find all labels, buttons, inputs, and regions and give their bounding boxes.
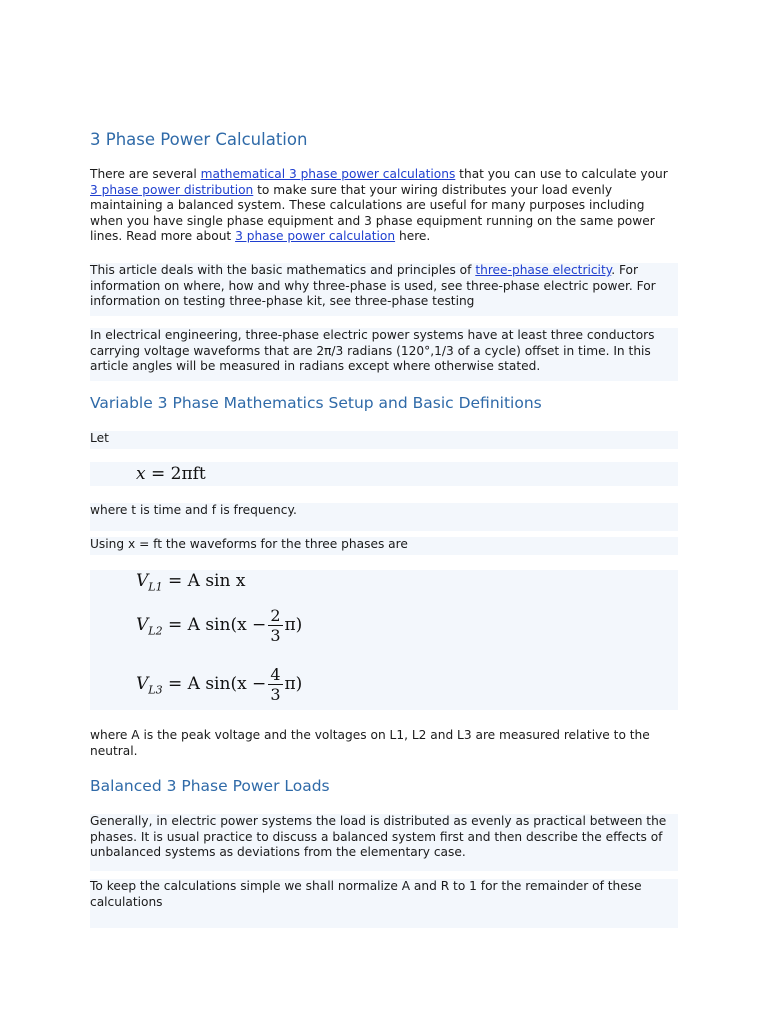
vl1-rhs: = A sin x xyxy=(168,571,246,591)
vl3-subscript: L3 xyxy=(148,683,163,697)
section-title: 3 Phase Power Calculation xyxy=(90,130,308,149)
vl2-numerator: 2 xyxy=(270,606,281,625)
article-paragraph xyxy=(90,263,678,316)
generally-paragraph: Generally, in electric power systems the load is distributed as evenly as practical between the phases. It is usual practice to discuss a balanced system first and then describe the effects of unbalanced systems as deviations from the elementary case. xyxy=(90,814,678,871)
vl2-denominator: 3 xyxy=(270,626,281,645)
intro-text: here. xyxy=(395,229,431,244)
section-title: Balanced 3 Phase Power Loads xyxy=(90,777,330,795)
where-a-text: where A is the peak voltage and the voltages on L1, L2 and L3 are measured relative to the neutral. xyxy=(90,728,650,758)
vl3-rhs: = A sin(x − xyxy=(168,674,267,694)
vl3-symbol: V xyxy=(136,674,149,694)
link-three-phase-electricity[interactable]: three-phase electricity xyxy=(475,263,612,277)
vl3-denominator: 3 xyxy=(270,685,281,704)
vl1-symbol: V xyxy=(136,571,149,591)
vl3-numerator: 4 xyxy=(270,665,281,684)
article-text: . For information on where, how and why three-phase is used, see three-phase electric power. For information on testing three-phase kit, see three-phase testing xyxy=(90,263,656,309)
link-power-calculation[interactable]: 3 phase power calculation xyxy=(235,229,396,244)
vl2-symbol: V xyxy=(136,615,149,635)
normalize-paragraph: To keep the calculations simple we shall normalize A and R to 1 for the remainder of these calculations xyxy=(90,879,678,928)
vl3-end: π) xyxy=(284,674,303,694)
vl2-fraction xyxy=(268,606,282,645)
equation-x xyxy=(136,464,206,484)
equation-vl3 xyxy=(136,665,302,704)
engineering-paragraph: In electrical engineering, three-phase electric power systems have at least three conductors carrying voltage waveforms that are 2π/3 radians (120°,1/3 of a cycle) offset in time. In this article angles will be measured in radians except where otherwise stated. xyxy=(90,328,678,381)
using-text: Using x = ft the waveforms for the three phases are xyxy=(90,537,678,555)
where-t-text: where t is time and f is frequency. xyxy=(90,503,678,531)
intro-text: There are several xyxy=(90,167,201,181)
equation-x-rhs: = 2πft xyxy=(151,464,206,484)
vl2-end: π) xyxy=(284,615,303,635)
intro-text: to make sure that your wiring distributes your load evenly maintaining a balanced system. These calculations are useful for many purposes including when you have single phase equipment and 3 phase equipment running on the same power lines. Read more about xyxy=(90,182,655,244)
link-power-distribution[interactable]: 3 phase power distribution xyxy=(90,182,254,197)
intro-text: that you can use to calculate your xyxy=(455,167,668,181)
vl3-fraction xyxy=(268,665,282,704)
article-text: This article deals with the basic mathematics and principles of xyxy=(90,263,476,277)
vl2-subscript: L2 xyxy=(148,624,163,638)
equation-x-lhs: x xyxy=(136,464,146,484)
let-text: Let xyxy=(90,431,678,449)
intro-paragraph xyxy=(90,167,678,245)
vl1-subscript: L1 xyxy=(148,580,163,594)
equation-vl1 xyxy=(136,571,245,593)
link-mathematical-calculations[interactable]: mathematical 3 phase power calculations xyxy=(200,167,456,181)
equation-vl2 xyxy=(136,606,302,645)
section-title: Variable 3 Phase Mathematics Setup and Basic Definitions xyxy=(90,394,542,412)
vl2-rhs: = A sin(x − xyxy=(168,615,267,635)
